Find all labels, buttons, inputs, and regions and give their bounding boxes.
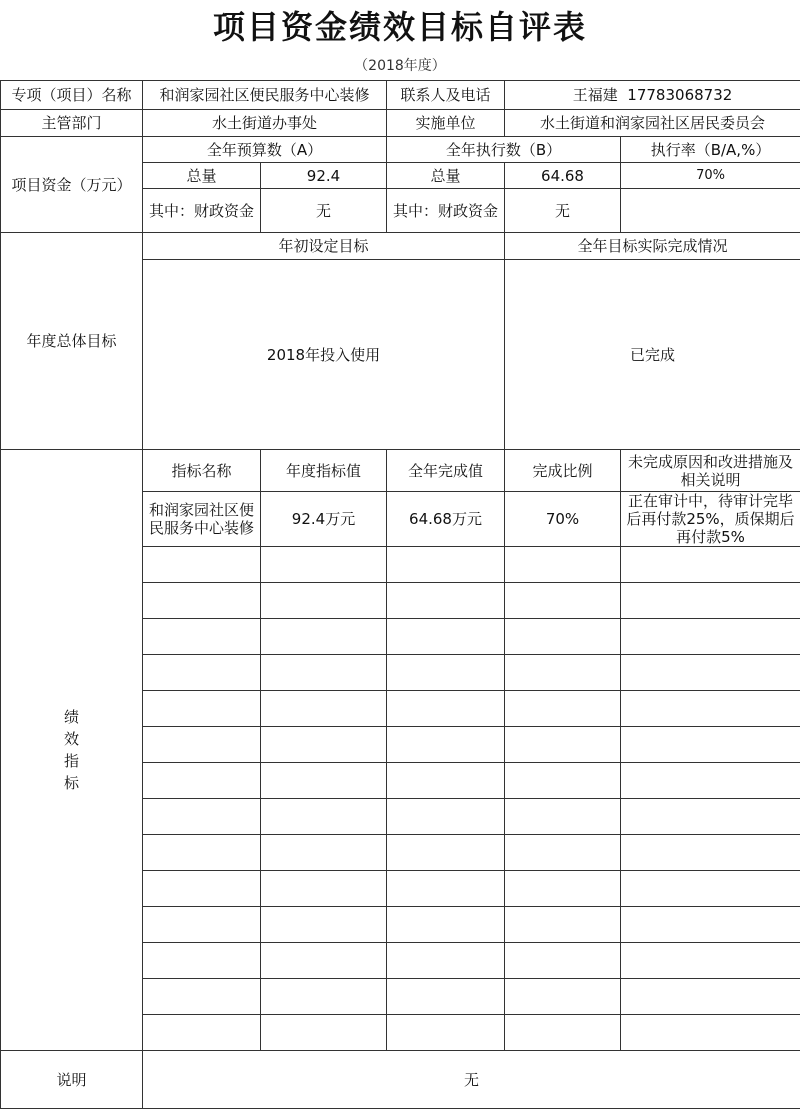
goals-set-header: 年初设定目标 [143,233,505,260]
remark-label: 说明 [1,1051,143,1109]
project-name-value: 和润家园社区便民服务中心装修 [143,81,387,110]
page-subtitle: （2018年度） [0,50,800,80]
rate-fiscal-empty [621,189,800,233]
perf-row-name: 和润家园社区便民服务中心装修 [143,492,261,547]
page-title: 项目资金绩效目标自评表 [0,0,800,50]
goals-actual-value: 已完成 [505,260,800,450]
rate-header: 执行率（B/A,%） [621,137,800,163]
funds-label: 项目资金（万元） [1,137,143,233]
evaluation-form-table [0,80,800,1109]
contact-label: 联系人及电话 [387,81,505,110]
goals-label: 年度总体目标 [1,233,143,450]
perf-row-ratio: 70% [505,492,621,547]
perf-header-actual: 全年完成值 [387,450,505,492]
unit-value: 水土街道和润家园社区居民委员会 [505,110,800,137]
remark-value: 无 [143,1051,800,1109]
budget-header: 全年预算数（A） [143,137,387,163]
exec-fiscal-value: 无 [505,189,621,233]
exec-total-value: 64.68 [505,163,621,189]
perf-row-target: 92.4万元 [261,492,387,547]
exec-total-label: 总量 [387,163,505,189]
exec-header: 全年执行数（B） [387,137,621,163]
perf-row-actual: 64.68万元 [387,492,505,547]
goals-actual-header: 全年目标实际完成情况 [505,233,800,260]
dept-value: 水土街道办事处 [143,110,387,137]
performance-label [1,450,143,1051]
perf-header-target: 年度指标值 [261,450,387,492]
budget-fiscal-label: 其中：财政资金 [143,189,261,233]
project-name-label: 专项（项目）名称 [1,81,143,110]
budget-total-value: 92.4 [261,163,387,189]
perf-header-name: 指标名称 [143,450,261,492]
goals-set-value: 2018年投入使用 [143,260,505,450]
performance-label-text: 绩效指标 [63,706,81,794]
contact-value: 王福建 17783068732 [505,81,800,110]
budget-total-label: 总量 [143,163,261,189]
exec-fiscal-label: 其中：财政资金 [387,189,505,233]
perf-header-note: 未完成原因和改进措施及相关说明 [621,450,800,492]
perf-row-note: 正在审计中，待审计完毕后再付款25%，质保期后再付款5% [621,492,800,547]
perf-header-ratio: 完成比例 [505,450,621,492]
dept-label: 主管部门 [1,110,143,137]
budget-fiscal-value: 无 [261,189,387,233]
rate-value: 70% [621,163,800,189]
unit-label: 实施单位 [387,110,505,137]
